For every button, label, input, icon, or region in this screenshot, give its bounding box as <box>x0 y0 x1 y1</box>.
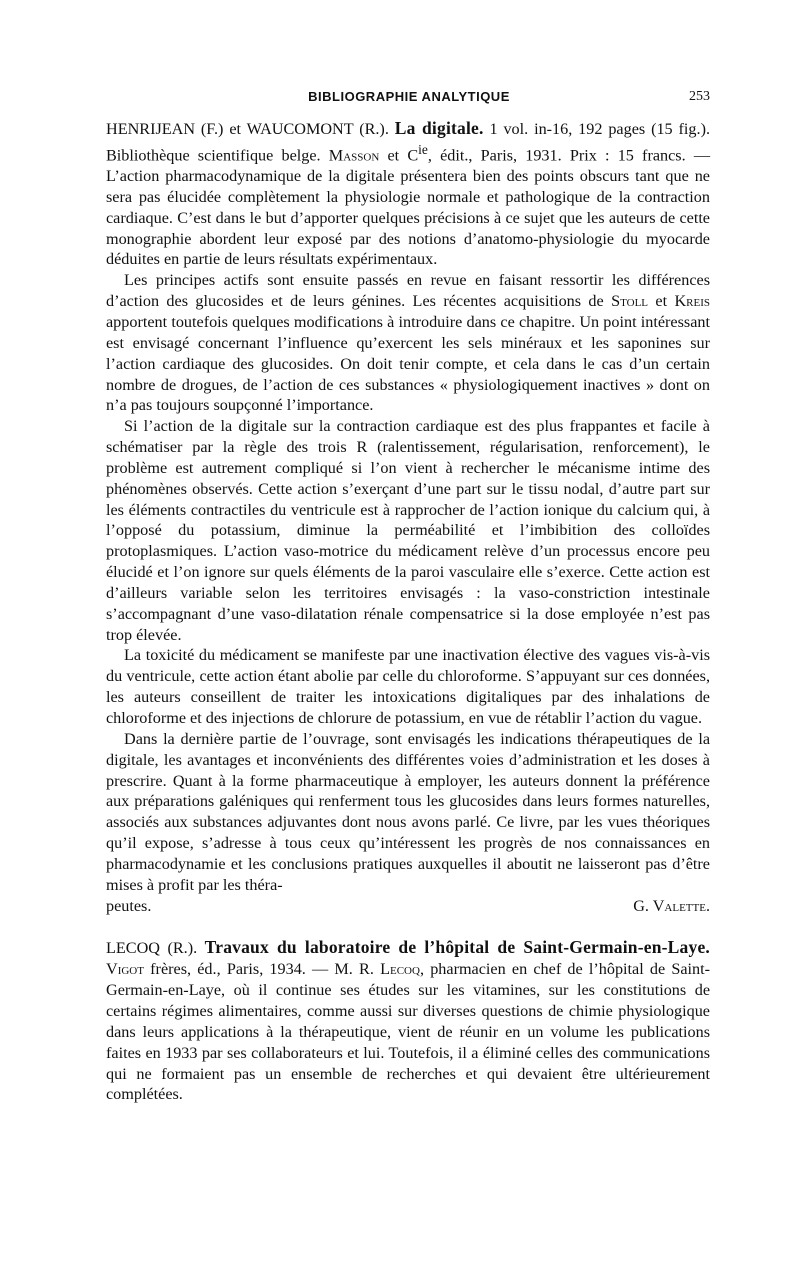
review-2-authors: LECOQ (R.). <box>106 939 198 958</box>
review-2-paragraph-1 <box>106 937 710 1105</box>
review-1-title: La digitale. <box>394 118 484 138</box>
page-body <box>106 118 710 1105</box>
page-number: 253 <box>689 89 710 104</box>
review-1-paragraph-3: Si l’action de la digitale sur la contraction cardiaque est des plus frappantes et facile à schématiser par la règle des trois R (ralentissement, régularisation, renforcement), le problème est autrement compliqué si l’on vient à rechercher le mécanisme intime des phénomènes observés. Cette action s’exerçant d’une part sur le tissu nodal, d’autre part sur les éléments contractiles du ventricule est à rapprocher de l’action ionique du calcium qui, à l’opposé du potassium, diminue la perméabilité et l’imbibition des colloïdes protoplasmiques. L’action vaso-motrice du médicament relève d’un processus encore peu élucidé et l’on ignore sur quels éléments de la paroi vasculaire elle s’exerce. Cette action est d’ailleurs variable selon les territoires envisagés : la vaso-constriction intestinale s’accompagnant d’une vaso-dilatation rénale compensatrice si la dose employée n’est pas trop élevée. <box>106 417 710 644</box>
running-head-title: BIBLIOGRAPHIE ANALYTIQUE <box>308 89 510 104</box>
review-1-signature-line <box>106 896 710 917</box>
review-2-text-a: frères, éd., Paris, 1934. — M. R. <box>150 960 374 979</box>
review-1-biblio-1: 1 vol. in-16, 192 pages (15 fig.). Bibliothèque scientifique belge. <box>106 120 711 165</box>
review-1-authors: HENRIJEAN (F.) et WAUCOMONT (R.). <box>106 120 389 138</box>
review-2-name: Lecoq <box>380 960 420 979</box>
review-henrijean-waucomont <box>106 118 710 916</box>
review-1-paragraph-4: La toxicité du médicament se manifeste par une inactivation élective des vagues vis-à-vis du ventricule, cette action étant abolie par celle du chloroforme. S’appuyant sur ces données, les auteurs conseillent de traiter les intoxications digitaliques par des inhalations de chloroforme et des injections de chlorure de potassium, en vue de rétablir l’action du vague. <box>106 646 710 728</box>
review-1-paragraph-2 <box>106 270 710 416</box>
review-1-publisher: Masson <box>328 146 380 165</box>
review-2-publisher: Vigot <box>106 960 144 979</box>
review-1-biblio-3: , édit., Paris, 1931. Prix : 15 francs. — L’action pharmacodynamique de la digitale présentera bien des points obscurs tant que ne sera pas élucidée complètement la physiologie normale et pathologique de la contraction cardiaque. C’est dans le but d’apporter quelques précisions à ce sujet que les auteurs de cette monographie abordent leur exposé par des notions d’anatomo-physiologie du myocarde déduites en partie de leurs résultats expérimentaux. <box>106 146 711 269</box>
review-1-biblio-sup: ie <box>418 141 428 157</box>
review-1-p2-b: et <box>655 292 668 311</box>
review-1-paragraph-5: Dans la dernière partie de l’ouvrage, sont envisagés les indications thérapeutiques de la digitale, les avantages et inconvénients des différentes voies d’administration et les doses à prescrire. Quant à la forme pharmaceutique à employer, les auteurs donnent la préférence aux préparations galéniques qui renferment tous les glucosides dans leurs formes naturelles, associés aux substances adjuvantes dont nous avons parlé. Ce livre, par les vues théoriques qu’il expose, s’adresse à tous ceux qu’intéressent les progrès de nos connaissances en pharmacodynamie et les conclusions pratiques auxquelles il aboutit ne laisseront pas d’être mises à profit par les théra- <box>106 729 710 894</box>
review-1-p2-c: apportent toutefois quelques modifications à introduire dans ce chapitre. Un point intéressant est envisagé concernant l’influence qu’exercent les sels minéraux et les saponines sur l’action cardiaque des glucosides. On doit tenir compte, et cela dans le cas d’un certain nombre de drogues, de l’action de ces substances « physiologiquement inactives » dont on n’a pas toujours soupçonné l’importance. <box>106 312 710 415</box>
review-1-p2-a: Les principes actifs sont ensuite passés en revue en faisant ressortir les différences d’action des glucosides et de leurs génines. Les récentes acquisitions de <box>106 271 710 311</box>
review-1-p2-kreis: Kreis <box>674 292 711 311</box>
review-2-title: Travaux du laboratoire de l’hôpital de Saint-Germain-en-Laye. <box>204 937 710 958</box>
review-1-biblio-2: et C <box>387 146 419 165</box>
review-1-signature: G. Valette. <box>633 896 710 915</box>
review-1-p2-stoll: Stoll <box>611 292 649 311</box>
running-head <box>108 89 710 109</box>
review-1-paragraph-5-end: peutes. <box>106 896 152 915</box>
review-2-text-b: , pharmacien en chef de l’hôpital de Saint-Germain-en-Laye, où il continue ses études sur les vitamines, sur les constitutions de certains régimes alimentaires, comme aussi sur diverses questions de chimie physiologique dans leurs applications à la thérapeutique, vient de réunir en un volume les publications faites en 1933 par ses collaborateurs et lui. Toutefois, il a éliminé celles des communications qui ne formaient pas un ensemble de recherches et qui devaient être ultérieurement complétées. <box>106 960 711 1104</box>
review-1-paragraph-1 <box>106 118 710 270</box>
review-lecoq <box>106 937 710 1105</box>
